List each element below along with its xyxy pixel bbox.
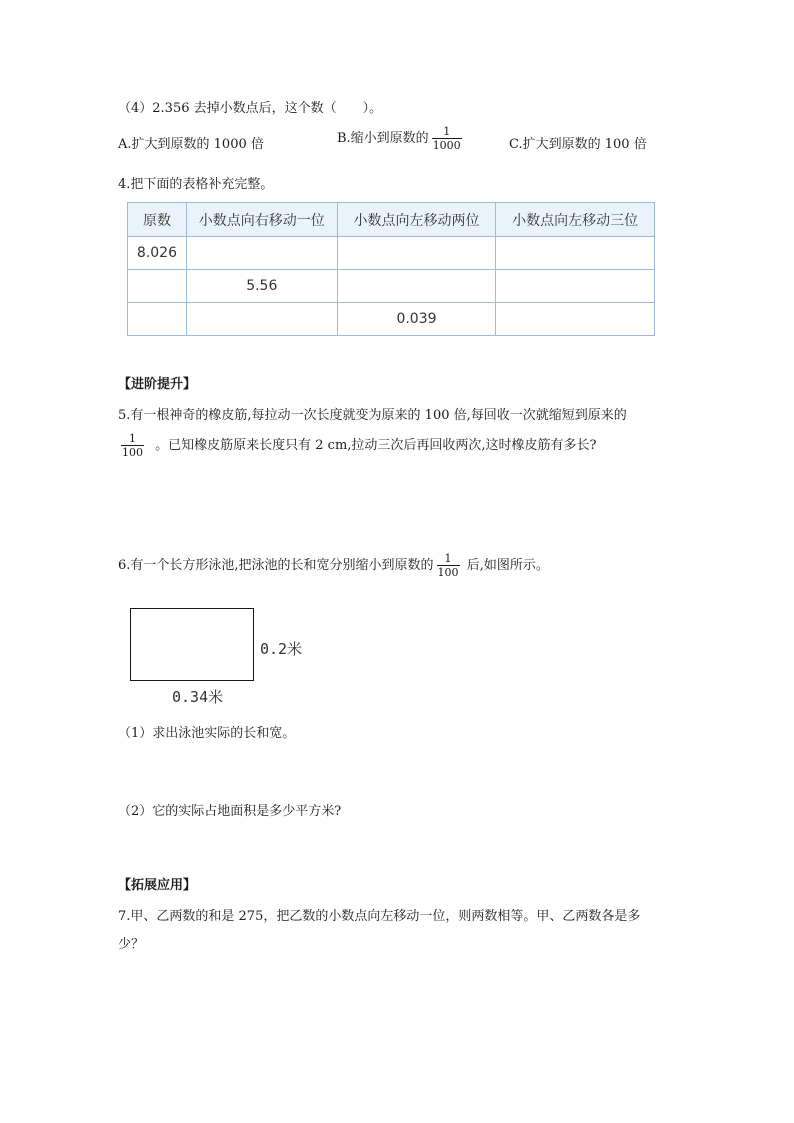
section-extend-heading: 【拓展应用】 (118, 878, 197, 893)
table-header: 原数 (128, 203, 187, 237)
option-c: C.扩大到原数的 100 倍 (509, 137, 647, 152)
table-row (128, 303, 655, 336)
pool-rectangle (130, 608, 254, 681)
table-header-row (128, 203, 655, 237)
q5-text: 。已知橡皮筋原来长度只有 2 cm,拉动三次后再回收两次,这时橡皮筋有多长? (155, 438, 597, 453)
table-header: 小数点向右移动一位 (186, 203, 337, 237)
option-b-fraction: $\frac{1}{1000}$ (432, 125, 461, 152)
table-header: 小数点向左移动两位 (337, 203, 496, 237)
table-row (128, 270, 655, 303)
table-cell (496, 303, 655, 336)
table-row (128, 237, 655, 270)
q6-sub1: （1）求出泳池实际的长和宽。 (118, 726, 296, 741)
q6-prefix: 6.有一个长方形泳池,把泳池的长和宽分别缩小到原数的 (118, 558, 434, 573)
q6-fraction: $\frac{1}{100}$ (437, 552, 459, 579)
table-cell (496, 270, 655, 303)
q5-line1: 5.有一根神奇的橡皮筋,每拉动一次长度就变为原来的 100 倍,每回收一次就缩短到原来的 (118, 408, 627, 423)
q7-line2: 少？ (118, 937, 145, 952)
table-cell: 8.026 (128, 237, 187, 270)
table-cell: 0.039 (337, 303, 496, 336)
table-cell: 5.56 (186, 270, 337, 303)
q5-line2 (118, 432, 597, 459)
table-cell (128, 303, 187, 336)
table-cell (496, 237, 655, 270)
table-cell (128, 270, 187, 303)
option-b-text: B.缩小到原数的 (337, 131, 429, 146)
pool-width-label: 0.2米 (260, 640, 303, 658)
table-header: 小数点向左移动三位 (496, 203, 655, 237)
table-cell (337, 270, 496, 303)
q6-sub2: （2）它的实际占地面积是多少平方米? (118, 804, 342, 819)
q6-stem (118, 552, 549, 579)
q4-part-stem: （4）2.356 去掉小数点后，这个数（ ）。 (118, 101, 383, 116)
conversion-table (127, 202, 655, 336)
table-cell (186, 303, 337, 336)
section-advanced-heading: 【进阶提升】 (118, 377, 197, 392)
q5-fraction: $\frac{1}{100}$ (122, 432, 143, 459)
option-b (337, 125, 465, 152)
option-a: A.扩大到原数的 1000 倍 (118, 137, 264, 152)
table-cell (186, 237, 337, 270)
q4-title: 4.把下面的表格补充完整。 (118, 177, 274, 192)
q7-line1: 7.甲、乙两数的和是 275，把乙数的小数点向左移动一位，则两数相等。甲、乙两数各是多 (118, 909, 641, 924)
pool-length-label: 0.34米 (172, 688, 224, 706)
q6-suffix: 后,如图所示。 (466, 558, 549, 573)
table-cell (337, 237, 496, 270)
